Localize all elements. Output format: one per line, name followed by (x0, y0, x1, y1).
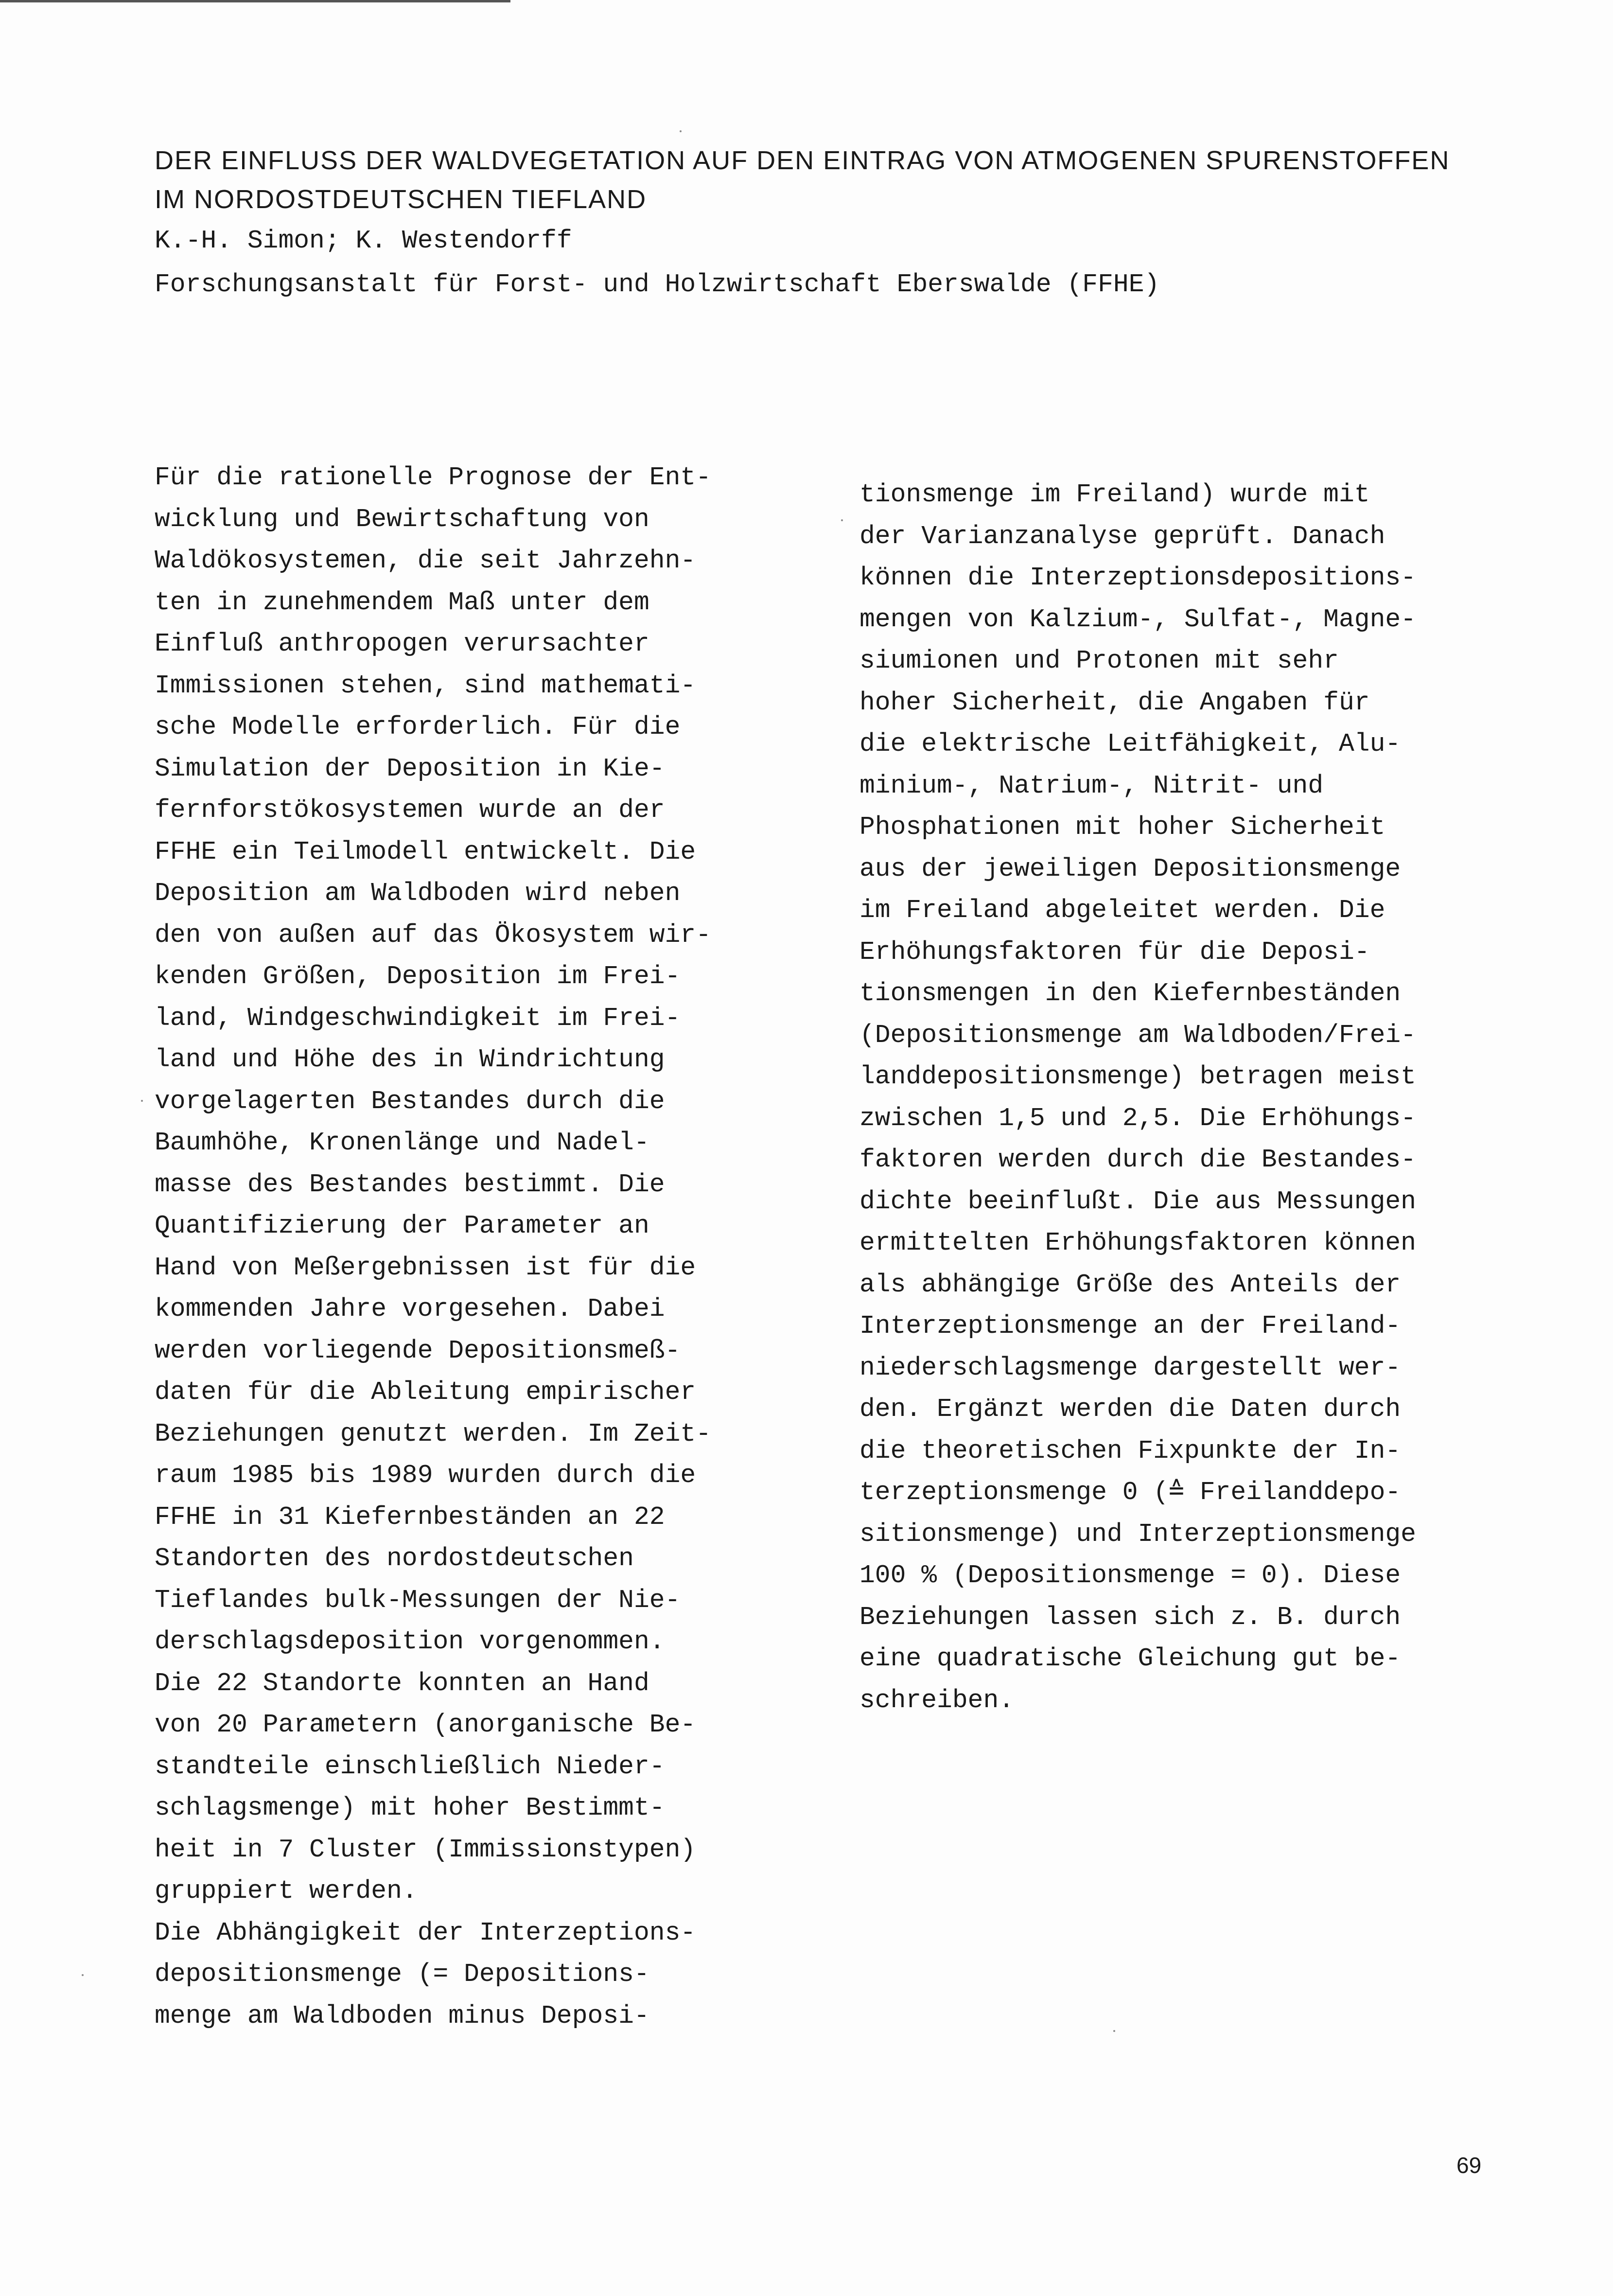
text-line: daten für die Ableitung empirischer (155, 1378, 696, 1407)
text-line: landdepositionsmenge) betragen meist (859, 1062, 1416, 1091)
scan-speck (680, 130, 682, 132)
text-line: FFHE ein Teilmodell entwickelt. Die (155, 837, 696, 866)
text-line: minium-, Natrium-, Nitrit- und (859, 771, 1324, 800)
text-line: standteile einschließlich Nieder- (155, 1751, 665, 1781)
text-line: wicklung und Bewirtschaftung von (155, 504, 649, 534)
text-line: die elektrische Leitfähigkeit, Alu- (859, 729, 1401, 759)
text-line: gruppiert werden. (155, 1876, 418, 1906)
text-line: dichte beeinflußt. Die aus Messungen (859, 1186, 1416, 1216)
text-line: kenden Größen, Deposition im Frei- (155, 962, 681, 991)
text-line: sitionsmenge) und Interzeptionsmenge (859, 1519, 1416, 1549)
text-line: Beziehungen genutzt werden. Im Zeit- (155, 1419, 711, 1448)
text-line: (Depositionsmenge am Waldboden/Frei- (859, 1020, 1416, 1050)
text-line: Immissionen stehen, sind mathemati- (155, 671, 696, 700)
text-line: fernforstökosystemen wurde an der (155, 795, 665, 825)
text-line: die theoretischen Fixpunkte der In- (859, 1436, 1401, 1466)
text-line: Deposition am Waldboden wird neben (155, 879, 681, 908)
text-line: zwischen 1,5 und 2,5. Die Erhöhungs- (859, 1103, 1416, 1133)
left-text-column (155, 457, 801, 2037)
text-line: der Varianzanalyse geprüft. Danach (859, 521, 1385, 551)
title-line-2: IM NORDOSTDEUTSCHEN TIEFLAND (155, 185, 647, 214)
text-line: raum 1985 bis 1989 wurden durch die (155, 1461, 696, 1490)
text-line: Tieflandes bulk-Messungen der Nie- (155, 1585, 681, 1615)
text-line: Erhöhungsfaktoren für die Deposi- (859, 937, 1370, 967)
text-line: sche Modelle erforderlich. Für die (155, 712, 681, 742)
text-line: Hand von Meßergebnissen ist für die (155, 1253, 696, 1282)
text-line: schlagsmenge) mit hoher Bestimmt- (155, 1793, 665, 1822)
text-line: Standorten des nordostdeutschen (155, 1544, 634, 1573)
article-header (155, 141, 1496, 306)
text-line: terzeptionsmenge 0 (≙ Freilanddepo- (859, 1478, 1401, 1507)
institution: Forschungsanstalt für Forst- und Holzwirtschaft Eberswalde (FFHE) (155, 270, 1160, 299)
text-line: von 20 Parametern (anorganische Be- (155, 1710, 696, 1739)
text-line: tionsmengen in den Kiefernbeständen (859, 979, 1401, 1008)
text-line: eine quadratische Gleichung gut be- (859, 1644, 1401, 1673)
text-line: Waldökosystemen, die seit Jahrzehn- (155, 546, 696, 575)
text-line: Einfluß anthropogen verursachter (155, 629, 649, 658)
text-line: Für die rationelle Prognose der Ent- (155, 463, 711, 492)
title-line-1: DER EINFLUSS DER WALDVEGETATION AUF DEN EINTRAG VON ATMOGENEN SPURENSTOFFEN (155, 146, 1450, 175)
text-line: land und Höhe des in Windrichtung (155, 1045, 665, 1074)
scan-speck (82, 1974, 84, 1976)
scan-speck (1113, 2030, 1115, 2032)
right-text-column (859, 474, 1506, 1721)
text-line: FFHE in 31 Kiefernbeständen an 22 (155, 1502, 665, 1532)
text-line: Phosphationen mit hoher Sicherheit (859, 812, 1385, 842)
text-line: den von außen auf das Ökosystem wir- (155, 920, 711, 950)
text-line: als abhängige Größe des Anteils der (859, 1270, 1401, 1299)
text-line: Baumhöhe, Kronenlänge und Nadel- (155, 1128, 649, 1157)
text-line: Die Abhängigkeit der Interzeptions- (155, 1918, 696, 1947)
text-line: tionsmenge im Freiland) wurde mit (859, 480, 1370, 509)
authors: K.-H. Simon; K. Westendorff (155, 226, 572, 255)
text-line: ten in zunehmendem Maß unter dem (155, 587, 649, 617)
top-rule (0, 0, 510, 2)
text-line: den. Ergänzt werden die Daten durch (859, 1395, 1401, 1424)
text-line: mengen von Kalzium-, Sulfat-, Magne- (859, 604, 1416, 634)
text-line: faktoren werden durch die Bestandes- (859, 1145, 1416, 1174)
text-line: menge am Waldboden minus Deposi- (155, 2001, 649, 2031)
text-line: können die Interzeptionsdepositions- (859, 563, 1416, 592)
text-line: schreiben. (859, 1685, 1015, 1715)
text-line: niederschlagsmenge dargestellt wer- (859, 1353, 1401, 1382)
text-line: Quantifizierung der Parameter an (155, 1211, 649, 1240)
text-line: derschlagsdeposition vorgenommen. (155, 1627, 665, 1656)
text-line: land, Windgeschwindigkeit im Frei- (155, 1003, 681, 1033)
text-line: werden vorliegende Depositionsmeß- (155, 1336, 681, 1365)
text-line: 100 % (Depositionsmenge = 0). Diese (859, 1561, 1401, 1590)
scan-speck (841, 519, 843, 521)
text-line: Interzeptionsmenge an der Freiland- (859, 1311, 1401, 1341)
text-line: vorgelagerten Bestandes durch die (155, 1086, 665, 1116)
text-line: ermittelten Erhöhungsfaktoren können (859, 1228, 1416, 1257)
text-line: siumionen und Protonen mit sehr (859, 646, 1339, 675)
text-line: hoher Sicherheit, die Angaben für (859, 688, 1370, 717)
text-line: aus der jeweiligen Depositionsmenge (859, 854, 1401, 883)
text-line: im Freiland abgeleitet werden. Die (859, 896, 1385, 925)
page-number: 69 (1456, 2153, 1482, 2178)
text-line: Simulation der Deposition in Kie- (155, 754, 665, 783)
text-line: heit in 7 Cluster (Immissionstypen) (155, 1835, 696, 1864)
scan-speck (141, 1100, 143, 1102)
text-line: depositionsmenge (= Depositions- (155, 1960, 649, 1989)
text-line: masse des Bestandes bestimmt. Die (155, 1169, 665, 1199)
text-line: Die 22 Standorte konnten an Hand (155, 1668, 649, 1698)
text-line: kommenden Jahre vorgesehen. Dabei (155, 1294, 665, 1324)
text-line: Beziehungen lassen sich z. B. durch (859, 1602, 1401, 1632)
